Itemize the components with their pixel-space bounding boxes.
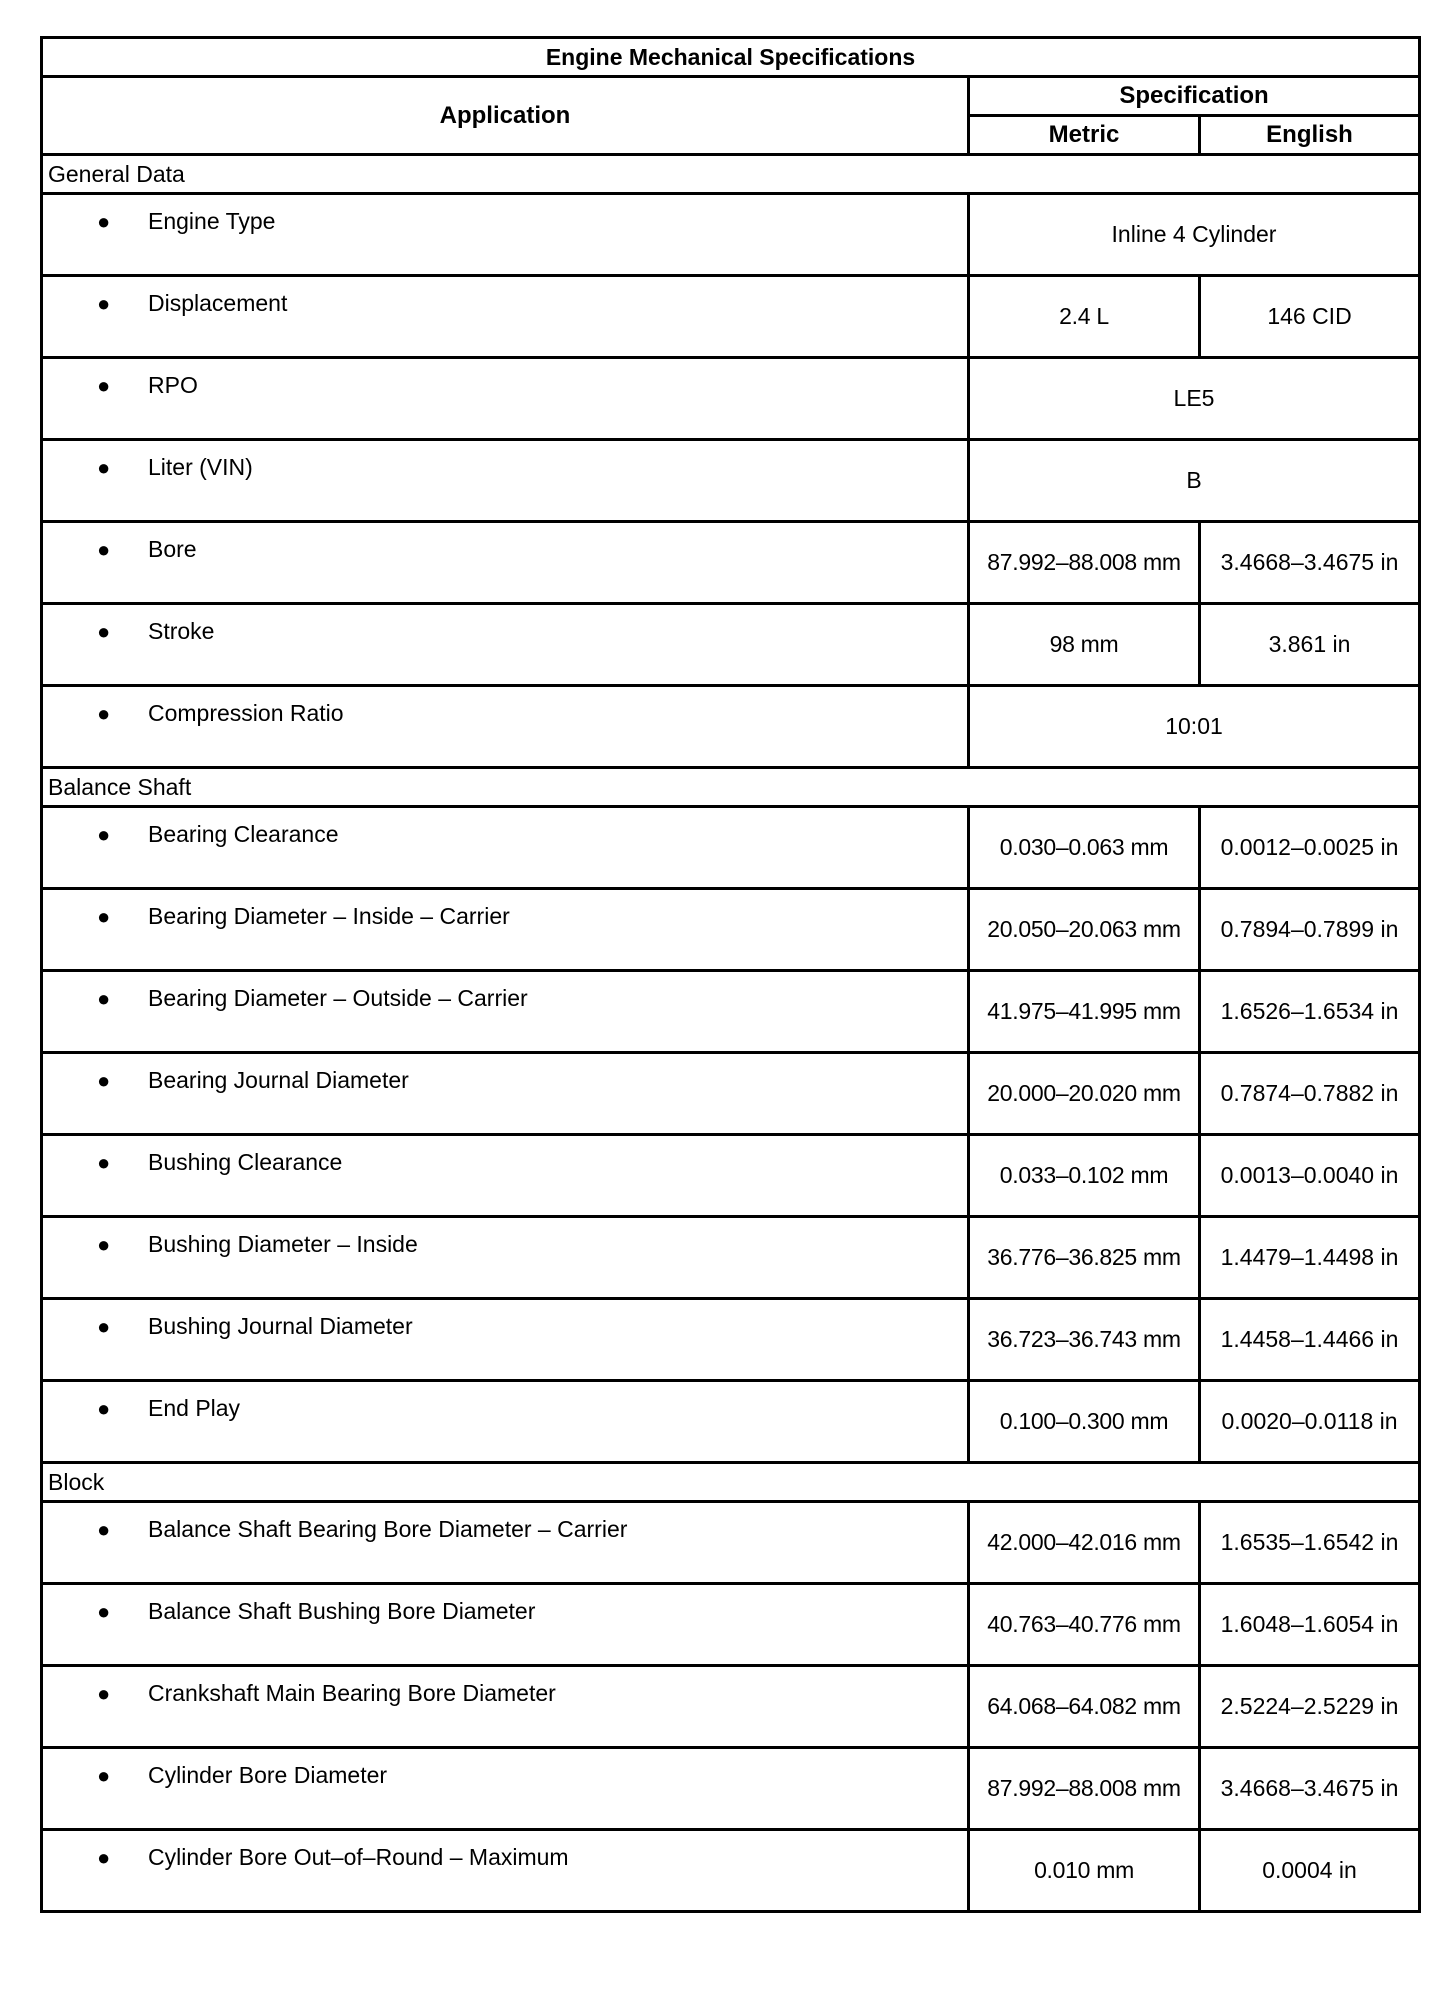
bullet-icon: ● bbox=[97, 373, 111, 398]
row-label: Balance Shaft Bearing Bore Diameter – Carrier bbox=[148, 1516, 628, 1542]
english-value: 0.0020–0.0118 in bbox=[1200, 1381, 1420, 1463]
bullet-icon: ● bbox=[97, 1232, 111, 1257]
table-row bbox=[42, 440, 1420, 522]
english-header: English bbox=[1200, 116, 1420, 155]
table-row bbox=[42, 686, 1420, 768]
bullet-icon: ● bbox=[97, 455, 111, 480]
application-cell bbox=[42, 1748, 969, 1830]
bullet-icon: ● bbox=[97, 822, 111, 847]
metric-value: 0.030–0.063 mm bbox=[969, 807, 1200, 889]
table-title-row bbox=[42, 38, 1420, 77]
metric-value: 36.776–36.825 mm bbox=[969, 1217, 1200, 1299]
english-value: 1.6535–1.6542 in bbox=[1200, 1502, 1420, 1584]
metric-value: 20.050–20.063 mm bbox=[969, 889, 1200, 971]
english-value: 0.7894–0.7899 in bbox=[1200, 889, 1420, 971]
bullet-icon: ● bbox=[97, 1517, 111, 1542]
table-row bbox=[42, 1381, 1420, 1463]
application-cell bbox=[42, 194, 969, 276]
bullet-icon: ● bbox=[97, 1396, 111, 1421]
english-value: 3.861 in bbox=[1200, 604, 1420, 686]
table-row bbox=[42, 1053, 1420, 1135]
application-cell bbox=[42, 686, 969, 768]
english-value: 0.7874–0.7882 in bbox=[1200, 1053, 1420, 1135]
application-header: Application bbox=[42, 77, 969, 155]
application-cell bbox=[42, 604, 969, 686]
metric-value: 41.975–41.995 mm bbox=[969, 971, 1200, 1053]
section-row bbox=[42, 1463, 1420, 1502]
row-label: RPO bbox=[148, 372, 198, 398]
combined-value: LE5 bbox=[969, 358, 1420, 440]
table-row bbox=[42, 889, 1420, 971]
row-label: Displacement bbox=[148, 290, 288, 316]
section-row bbox=[42, 768, 1420, 807]
row-label: Bushing Clearance bbox=[148, 1149, 343, 1175]
metric-header: Metric bbox=[969, 116, 1200, 155]
table-row bbox=[42, 1830, 1420, 1912]
row-label: Bore bbox=[148, 536, 197, 562]
application-cell bbox=[42, 1830, 969, 1912]
row-label: Crankshaft Main Bearing Bore Diameter bbox=[148, 1680, 556, 1706]
application-cell bbox=[42, 1666, 969, 1748]
section-title: Balance Shaft bbox=[42, 768, 1420, 807]
application-cell bbox=[42, 358, 969, 440]
table-row bbox=[42, 971, 1420, 1053]
bullet-icon: ● bbox=[97, 1681, 111, 1706]
english-value: 0.0004 in bbox=[1200, 1830, 1420, 1912]
application-cell bbox=[42, 522, 969, 604]
bullet-icon: ● bbox=[97, 1150, 111, 1175]
combined-value: B bbox=[969, 440, 1420, 522]
specification-header: Specification bbox=[969, 77, 1420, 116]
application-cell bbox=[42, 1502, 969, 1584]
row-label: Bearing Journal Diameter bbox=[148, 1067, 409, 1093]
row-label: End Play bbox=[148, 1395, 241, 1421]
metric-value: 98 mm bbox=[969, 604, 1200, 686]
bullet-icon: ● bbox=[97, 537, 111, 562]
application-cell bbox=[42, 1584, 969, 1666]
metric-value: 20.000–20.020 mm bbox=[969, 1053, 1200, 1135]
table-row bbox=[42, 807, 1420, 889]
bullet-icon: ● bbox=[97, 986, 111, 1011]
metric-value: 87.992–88.008 mm bbox=[969, 1748, 1200, 1830]
bullet-icon: ● bbox=[97, 1068, 111, 1093]
english-value: 3.4668–3.4675 in bbox=[1200, 522, 1420, 604]
section-row bbox=[42, 155, 1420, 194]
english-value: 2.5224–2.5229 in bbox=[1200, 1666, 1420, 1748]
english-value: 3.4668–3.4675 in bbox=[1200, 1748, 1420, 1830]
metric-value: 36.723–36.743 mm bbox=[969, 1299, 1200, 1381]
table-row bbox=[42, 194, 1420, 276]
application-cell bbox=[42, 971, 969, 1053]
row-label: Cylinder Bore Diameter bbox=[148, 1762, 388, 1788]
application-cell bbox=[42, 1135, 969, 1217]
bullet-icon: ● bbox=[97, 1845, 111, 1870]
bullet-icon: ● bbox=[97, 209, 111, 234]
table-row bbox=[42, 1748, 1420, 1830]
english-value: 1.6048–1.6054 in bbox=[1200, 1584, 1420, 1666]
table-row bbox=[42, 522, 1420, 604]
table-row bbox=[42, 1666, 1420, 1748]
metric-value: 0.033–0.102 mm bbox=[969, 1135, 1200, 1217]
section-title: General Data bbox=[42, 155, 1420, 194]
bullet-icon: ● bbox=[97, 291, 111, 316]
row-label: Bearing Diameter – Outside – Carrier bbox=[148, 985, 528, 1011]
section-title: Block bbox=[42, 1463, 1420, 1502]
table-row bbox=[42, 1502, 1420, 1584]
bullet-icon: ● bbox=[97, 701, 111, 726]
header-row bbox=[42, 77, 1420, 116]
english-value: 1.6526–1.6534 in bbox=[1200, 971, 1420, 1053]
english-value: 1.4458–1.4466 in bbox=[1200, 1299, 1420, 1381]
row-label: Balance Shaft Bushing Bore Diameter bbox=[148, 1598, 536, 1624]
row-label: Bearing Diameter – Inside – Carrier bbox=[148, 903, 510, 929]
application-cell bbox=[42, 1053, 969, 1135]
row-label: Liter (VIN) bbox=[148, 454, 253, 480]
english-value: 0.0013–0.0040 in bbox=[1200, 1135, 1420, 1217]
metric-value: 0.010 mm bbox=[969, 1830, 1200, 1912]
combined-value: 10:01 bbox=[969, 686, 1420, 768]
row-label: Bushing Journal Diameter bbox=[148, 1313, 413, 1339]
bullet-icon: ● bbox=[97, 619, 111, 644]
application-cell bbox=[42, 276, 969, 358]
metric-value: 87.992–88.008 mm bbox=[969, 522, 1200, 604]
table-row bbox=[42, 604, 1420, 686]
application-cell bbox=[42, 889, 969, 971]
spec-table-body bbox=[42, 38, 1420, 1912]
row-label: Compression Ratio bbox=[148, 700, 344, 726]
table-row bbox=[42, 1299, 1420, 1381]
table-row bbox=[42, 1217, 1420, 1299]
row-label: Cylinder Bore Out–of–Round – Maximum bbox=[148, 1844, 569, 1870]
metric-value: 0.100–0.300 mm bbox=[969, 1381, 1200, 1463]
english-value: 146 CID bbox=[1200, 276, 1420, 358]
combined-value: Inline 4 Cylinder bbox=[969, 194, 1420, 276]
table-row bbox=[42, 1584, 1420, 1666]
table-row bbox=[42, 358, 1420, 440]
row-label: Stroke bbox=[148, 618, 215, 644]
application-cell bbox=[42, 440, 969, 522]
bullet-icon: ● bbox=[97, 1314, 111, 1339]
table-title: Engine Mechanical Specifications bbox=[42, 38, 1420, 77]
table-row bbox=[42, 1135, 1420, 1217]
bullet-icon: ● bbox=[97, 904, 111, 929]
application-cell bbox=[42, 807, 969, 889]
spec-table bbox=[40, 36, 1421, 1913]
application-cell bbox=[42, 1217, 969, 1299]
table-row bbox=[42, 276, 1420, 358]
bullet-icon: ● bbox=[97, 1763, 111, 1788]
application-cell bbox=[42, 1381, 969, 1463]
row-label: Engine Type bbox=[148, 208, 276, 234]
metric-value: 64.068–64.082 mm bbox=[969, 1666, 1200, 1748]
metric-value: 42.000–42.016 mm bbox=[969, 1502, 1200, 1584]
bullet-icon: ● bbox=[97, 1599, 111, 1624]
row-label: Bushing Diameter – Inside bbox=[148, 1231, 418, 1257]
english-value: 1.4479–1.4498 in bbox=[1200, 1217, 1420, 1299]
metric-value: 2.4 L bbox=[969, 276, 1200, 358]
english-value: 0.0012–0.0025 in bbox=[1200, 807, 1420, 889]
application-cell bbox=[42, 1299, 969, 1381]
metric-value: 40.763–40.776 mm bbox=[969, 1584, 1200, 1666]
row-label: Bearing Clearance bbox=[148, 821, 339, 847]
